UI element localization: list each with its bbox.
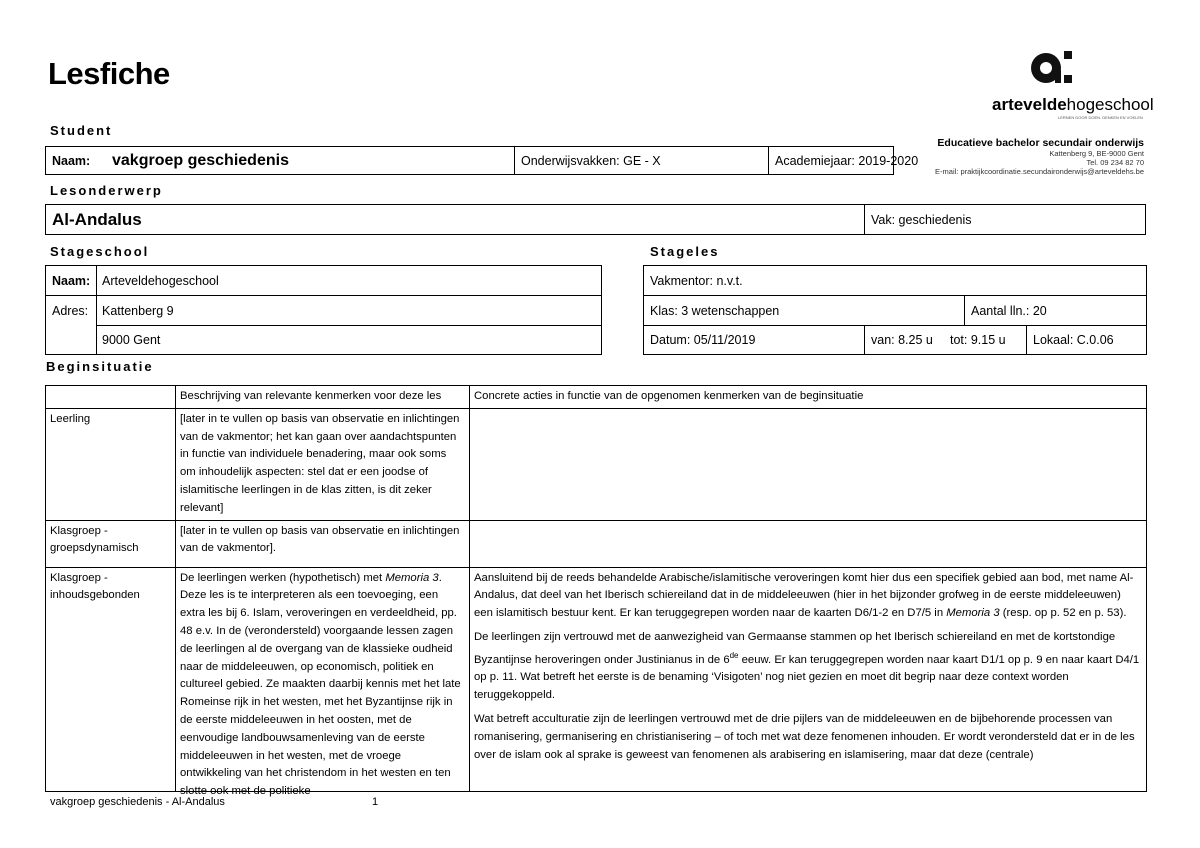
row-description-leerling: [later in te vullen op basis van observatie en inlichtingen van de vakmentor; het kan gaan over aandachtspunten in functie van individuele benadering, maar ook soms om inhoudelijk aspecten: stel dat er een joodse of islamitische leerlingen in de klas zitten, is dit zeker relevant]: [176, 408, 470, 520]
artevelde-logo-icon: [1030, 47, 1072, 89]
school-name-label: Naam:: [52, 273, 91, 288]
row-description-groepsdynamisch: [later in te vullen op basis van observatie en inlichtingen van de vakmentor].: [176, 520, 470, 567]
lesson-start-time: van: 8.25 u: [864, 326, 944, 354]
section-stageles: Stageles: [650, 244, 720, 259]
school-address-label: Adres:: [52, 303, 89, 318]
table-header-actions: Concrete acties in functie van de opgenomen kenmerken van de beginsituatie: [470, 386, 1147, 409]
table-header-row: [46, 386, 1147, 409]
section-beginsituatie: Beginsituatie: [46, 359, 154, 374]
lesson-course: Vak: geschiedenis: [864, 205, 1145, 234]
footer-text: vakgroep geschiedenis - Al-Andalus: [50, 796, 225, 808]
row-label-inhoudsgebonden: Klasgroep - inhoudsgebonden: [46, 567, 176, 791]
lesson-topic: Al-Andalus: [52, 209, 142, 229]
section-lesonderwerp: Lesonderwerp: [50, 183, 163, 198]
section-student: Student: [50, 123, 113, 138]
student-name-label: Naam:: [52, 153, 91, 168]
action-paragraph-3: Wat betreft acculturatie zijn de leerlingen vertrouwd met de drie pijlers van de middeleeuwen en de bijbehorende processen van romanisering, germanisering en christianisering – of toch met wat deze fenomenen inhouden. Er wordt verondersteld dat er in de les over de islam ook al sprake is geweest van fenomenen als arabisering en islamisering, maar dat deze (centrale): [474, 712, 1135, 761]
student-box: [45, 146, 919, 175]
student-name-value: vakgroep geschiedenis: [112, 151, 289, 169]
logo-wordmark: [992, 95, 1154, 115]
lesson-date: Datum: 05/11/2019: [650, 333, 756, 347]
table-header-empty: [46, 386, 176, 409]
table-row: [46, 567, 1147, 791]
table-row: [46, 520, 1147, 567]
row-actions-groepsdynamisch: [470, 520, 1147, 567]
action-paragraph-2: De leerlingen zijn vertrouwd met de aanwezigheid van Germaanse stammen op het Iberisch schiereiland en met de kortstondige Byzantijnse heroveringen onder Justinianus in de 6de eeuw. Er kan teruggegrepen worden naar kaart D1/1 op p. 9 en naar kaart D4/1 op p. 11. Wat betreft het eerste is de benaming ‘Visigoten’ nog niet gezien en moet dit begrip naar deze context worden teruggekoppeld.: [474, 630, 1140, 702]
student-academic-year: Academiejaar: 2019-2020: [768, 147, 893, 174]
institution-phone: Tel. 09 234 82 70: [1086, 158, 1144, 167]
row-actions-inhoudsgebonden: [470, 567, 1147, 791]
institution-email: E-mail: praktijkcoordinatie.secundaironderwijs@arteveldehs.be: [935, 167, 1144, 176]
logo-brand-bold: artevelde: [992, 95, 1067, 114]
school-name-value: Arteveldehogeschool: [102, 273, 219, 288]
action-paragraph-1: Aansluitend bij de reeds behandelde Arabische/islamitische veroveringen komt hier dus een specifiek gebied aan bod, met name Al-Andalus, dat deel van het Iberisch schiereiland dat in de middeleeuwen (hier in het bijzonder grofweg in de eerste middeleeuwen) een islamitisch bestuur kent. Er kan teruggegrepen worden naar de kaarten D6/1-2 en D7/5 in Memoria 3 (resp. op p. 52 en p. 53).: [474, 571, 1134, 620]
row-actions-leerling: [470, 408, 1147, 520]
row-label-groepsdynamisch: Klasgroep - groepsdynamisch: [46, 520, 176, 567]
row-description-inhoudsgebonden: De leerlingen werken (hypothetisch) met Memoria 3. Deze les is te interpreteren als een toevoeging, een extra les bij 6. Islam, veroveringen en verdeeldheid, pp. 48 e.v. In de (verondersteld) voorgaande lessen zagen de leerlingen al de overgang van de klassieke oudheid naar de middeleeuwen, op economisch, politiek en cultureel gebied. Ze maakten daarbij kennis met het late Romeinse rijk in het westen, met het Byzantijnse rijk in de eerste middeleeuwen in het oosten, met de eenvoudige landbouwsamenleving van de eerste middeleeuwen in het westen, met de vroege ontwikkeling van het christendom in het westen en ten slotte ook met de politieke: [176, 567, 470, 791]
footer-page-number: 1: [372, 796, 379, 808]
institution-address: Kattenberg 9, BE-9000 Gent: [1049, 149, 1144, 158]
lesson-class: Klas: 3 wetenschappen: [650, 303, 780, 318]
school-address-line1: Kattenberg 9: [102, 303, 174, 318]
logo-subtitle: LERNEN DOOR DOEN. DENKEN EN VOELEN: [1058, 115, 1143, 120]
page-title: Lesfiche: [48, 56, 170, 91]
lesson-mentor: Vakmentor: n.v.t.: [650, 273, 743, 288]
lesson-student-count: Aantal lln.: 20: [964, 296, 1146, 325]
logo-brand-rest: hogeschool: [1066, 95, 1154, 114]
table-row: [46, 408, 1147, 520]
school-box: [45, 265, 602, 355]
institution-info: [935, 137, 1144, 176]
table-header-description: Beschrijving van relevante kenmerken voor deze les: [176, 386, 470, 409]
lesson-box: [643, 265, 1147, 355]
student-subjects: Onderwijsvakken: GE - X: [514, 147, 768, 174]
beginsituatie-table: [45, 385, 1147, 798]
lesson-end-time: tot: 9.15 u: [950, 333, 1006, 347]
program-name: Educatieve bachelor secundair onderwijs: [937, 137, 1144, 149]
row-label-leerling: Leerling: [46, 408, 176, 520]
subject-box: [45, 204, 1146, 235]
school-address-line2: 9000 Gent: [102, 333, 161, 347]
section-stageschool: Stageschool: [50, 244, 150, 259]
lesson-room: Lokaal: C.0.06: [1026, 326, 1146, 354]
